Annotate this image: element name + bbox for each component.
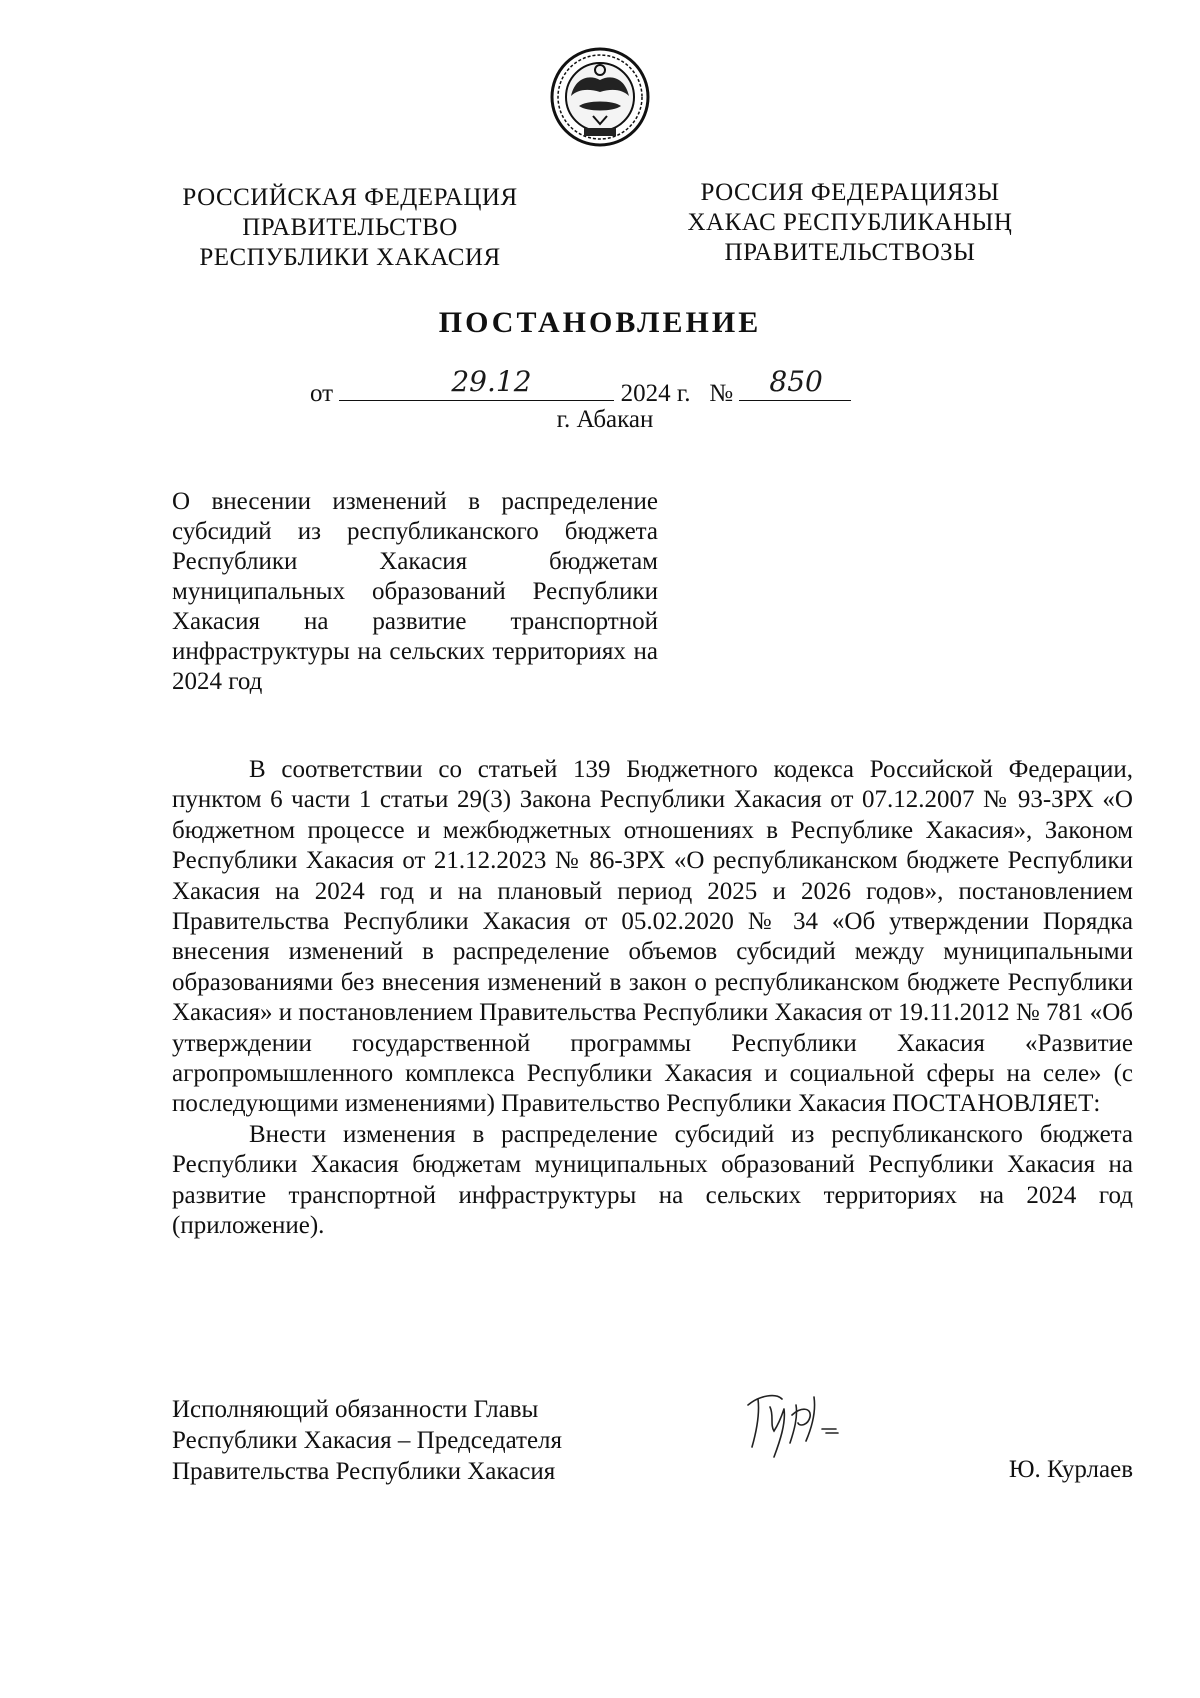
number-field bbox=[739, 365, 851, 401]
handwritten-signature bbox=[740, 1385, 860, 1465]
signatory-position bbox=[172, 1394, 562, 1487]
signatory-name: Ю. Курлаев bbox=[1008, 1456, 1133, 1483]
header-right-line: РОССИЯ ФЕДЕРАЦИЯЗЫ bbox=[700, 179, 1000, 206]
body-paragraph: В соответствии со статьей 139 Бюджетного кодекса Российской Федерации, пунктом 6 части 1 статьи 29(3) Закона Республики Хакасия от 07.12.2007 № 93-ЗРХ «О бюджетном процессе и межбюджетных отношениях в Республике Хакасия», Законом Республики Хакасия от 21.12.2023 № 86-ЗРХ «О республиканском бюджете Республики Хакасия на 2024 год и на плановый период 2025 и 2026 годов», постановлением Правительства Республики Хакасия от 05.02.2020 № 34 «Об утверждении Порядка внесения изменений в распределение объемов субсидий между муниципальными образованиями без внесения изменений в закон о республиканском бюджете Республики Хакасия» и постановлением Правительства Республики Хакасия от 19.11.2012 № 781 «Об утверждении государственной программы Республики Хакасия «Развитие агропромышленного комплекса Республики Хакасия и социальной сферы на селе» (с последующими изменениями) Правительство Республики Хакасия ПОСТАНОВЛЯЕТ: bbox=[172, 756, 1133, 1118]
handwritten-number: 850 bbox=[769, 365, 823, 398]
number-label: № bbox=[709, 380, 734, 407]
body-paragraph: Внести изменения в распределение субсидий из республиканского бюджета Республики Хакасия бюджетам муниципальных образований Республики Хакасия на развитие транспортной инфраструктуры на сельских территориях на 2024 год (приложение). bbox=[172, 1120, 1133, 1240]
handwritten-date: 29.12 bbox=[451, 365, 532, 398]
header-left-line: РОССИЙСКАЯ ФЕДЕРАЦИЯ bbox=[182, 184, 518, 211]
date-number-line bbox=[310, 365, 851, 408]
date-prefix: от bbox=[310, 380, 334, 407]
document-body bbox=[172, 755, 1133, 1242]
document-subject: О внесении изменений в распределение субсидий из республиканского бюджета Республики Хакасия бюджетам муниципальных образований Республики Хакасия на развитие транспортной инфраструктуры на сельских территориях на 2024 год bbox=[172, 488, 658, 695]
header-left-line: РЕСПУБЛИКИ ХАКАСИЯ bbox=[199, 244, 501, 271]
header-right bbox=[655, 178, 1045, 268]
coat-of-arms-emblem-icon bbox=[549, 46, 651, 148]
signatory-position-line: Правительства Республики Хакасия bbox=[172, 1458, 556, 1485]
city-label: г. Абакан bbox=[556, 406, 654, 433]
header-right-line: ПРАВИТЕЛЬСТВОЗЫ bbox=[724, 239, 976, 266]
signatory-position-line: Исполняющий обязанности Главы bbox=[172, 1396, 539, 1423]
header-right-line: ХАКАС РЕСПУБЛИКАНЫҢ bbox=[687, 209, 1013, 236]
header-left bbox=[140, 183, 560, 273]
header-left-line: ПРАВИТЕЛЬСТВО bbox=[242, 214, 458, 241]
year-label: 2024 г. bbox=[620, 380, 691, 407]
document-title: ПОСТАНОВЛЕНИЕ bbox=[438, 306, 762, 339]
signatory-position-line: Республики Хакасия – Председателя bbox=[172, 1427, 563, 1454]
date-field bbox=[339, 365, 614, 401]
